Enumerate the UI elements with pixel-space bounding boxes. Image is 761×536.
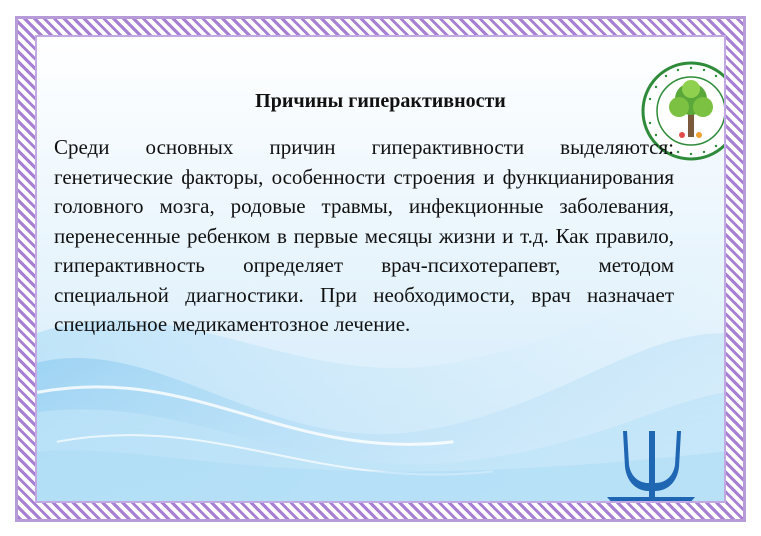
psi-icon	[623, 431, 681, 499]
psi-boat-emblem	[603, 425, 699, 503]
slide-body-text: Среди основных причин гиперактивности выделяются: генетические факторы, особенности строения и функцианирования головного мозга, родовые травмы, инфекционные заболевания, перенесенные ребенком в первые месяцы жизни и т.д. Как правило, гиперактивность определяет врач-психотерапевт, методом специальной диагностики. При необходимости, врач назначает специальное медикаментозное лечение.	[54, 135, 674, 336]
boat-icon	[607, 497, 695, 503]
slide-title: Причины гиперактивности	[255, 90, 506, 112]
